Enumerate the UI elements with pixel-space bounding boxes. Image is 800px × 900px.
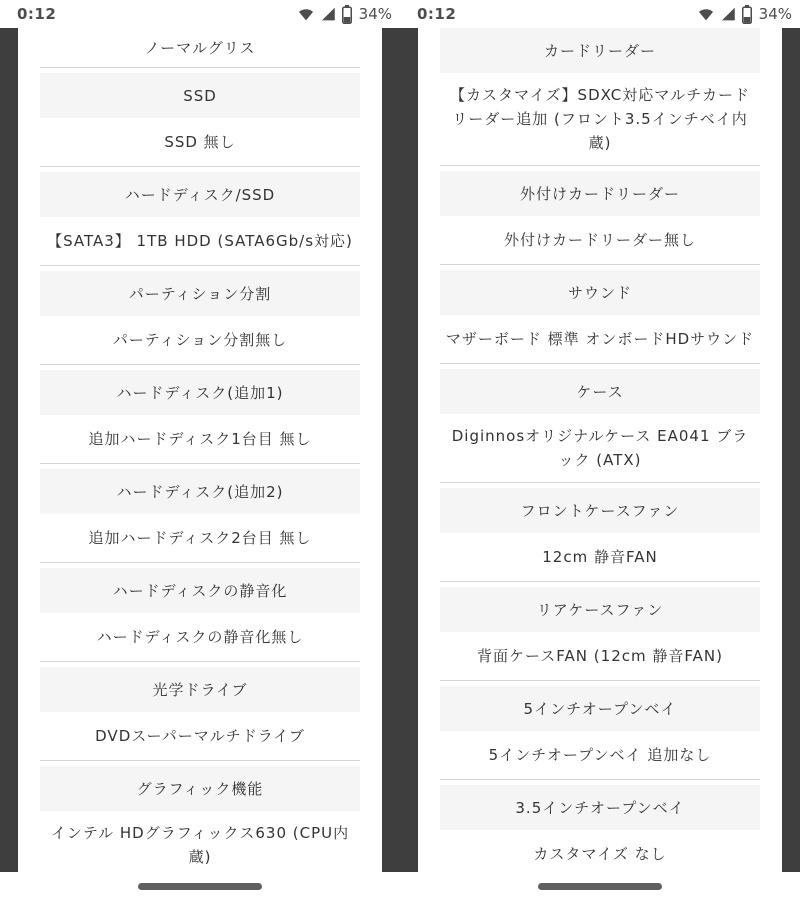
wifi-icon xyxy=(297,5,315,23)
options-list[interactable] xyxy=(418,28,782,872)
status-bar xyxy=(0,0,400,28)
dimmed-overlay xyxy=(0,28,400,872)
cellular-signal-icon xyxy=(719,5,737,23)
options-list[interactable] xyxy=(18,28,382,872)
option-group-header: 5インチオープンベイ xyxy=(440,686,760,731)
option-group-header: ハードディスク(追加2) xyxy=(40,469,360,514)
option-group-header: 光学ドライブ xyxy=(40,667,360,712)
option-group-header: 外付けカードリーダー xyxy=(440,171,760,216)
home-indicator[interactable] xyxy=(538,883,662,890)
dimmed-overlay xyxy=(400,28,800,872)
option-value[interactable]: 追加ハードディスク1台目 無し xyxy=(18,415,382,463)
option-group-header: リアケースファン xyxy=(440,587,760,632)
option-value[interactable]: パーティション分割無し xyxy=(18,316,382,364)
options-dialog xyxy=(18,28,382,872)
home-indicator[interactable] xyxy=(138,883,262,890)
option-group-header: SSD xyxy=(40,73,360,118)
option-value[interactable]: ハードディスクの静音化無し xyxy=(18,613,382,661)
option-value[interactable]: 5インチオープンベイ 追加なし xyxy=(418,731,782,779)
option-value[interactable]: Diginnosオリジナルケース EA041 ブラック (ATX) xyxy=(418,414,782,482)
option-group-header: 3.5インチオープンベイ xyxy=(440,785,760,830)
cellular-signal-icon xyxy=(319,5,337,23)
battery-percent: 34% xyxy=(758,5,792,23)
option-group-header: パーティション分割 xyxy=(40,271,360,316)
option-group-header: ハードディスク(追加1) xyxy=(40,370,360,415)
status-time: 0:12 xyxy=(17,5,57,23)
option-group-header: サウンド xyxy=(440,270,760,315)
option-value[interactable]: ノーマルグリス xyxy=(18,28,382,67)
status-icons xyxy=(297,4,392,25)
option-value[interactable]: 【SATA3】 1TB HDD (SATA6Gb/s対応) xyxy=(18,217,382,265)
navigation-bar xyxy=(0,872,400,900)
option-value[interactable]: 追加ハードディスク2台目 無し xyxy=(18,514,382,562)
status-bar xyxy=(400,0,800,28)
option-group-header: ハードディスク/SSD xyxy=(40,172,360,217)
battery-icon xyxy=(741,4,753,25)
option-value[interactable]: 背面ケースFAN (12cm 静音FAN) xyxy=(418,632,782,680)
wifi-icon xyxy=(697,5,715,23)
option-value[interactable]: DVDスーパーマルチドライブ xyxy=(18,712,382,760)
status-time: 0:12 xyxy=(417,5,457,23)
option-group-header: カードリーダー xyxy=(440,28,760,73)
option-value[interactable]: カスタマイズ なし xyxy=(418,830,782,872)
option-group-header: ケース xyxy=(440,369,760,414)
option-value[interactable]: 外付けカードリーダー無し xyxy=(418,216,782,264)
battery-percent: 34% xyxy=(358,5,392,23)
option-group-header: フロントケースファン xyxy=(440,488,760,533)
navigation-bar xyxy=(400,872,800,900)
option-value[interactable]: インテル HDグラフィックス630 (CPU内蔵) xyxy=(18,811,382,872)
option-value[interactable]: マザーボード 標準 オンボードHDサウンド xyxy=(418,315,782,363)
option-value[interactable]: 【カスタマイズ】SDXC対応マルチカードリーダー追加 (フロント3.5インチベイ内蔵) xyxy=(418,73,782,165)
battery-icon xyxy=(341,4,353,25)
option-value[interactable]: SSD 無し xyxy=(18,118,382,166)
option-value[interactable]: 12cm 静音FAN xyxy=(418,533,782,581)
option-group-header: グラフィック機能 xyxy=(40,766,360,811)
status-icons xyxy=(697,4,792,25)
options-dialog xyxy=(418,28,782,872)
right-phone-screenshot xyxy=(400,0,800,900)
option-group-header: ハードディスクの静音化 xyxy=(40,568,360,613)
